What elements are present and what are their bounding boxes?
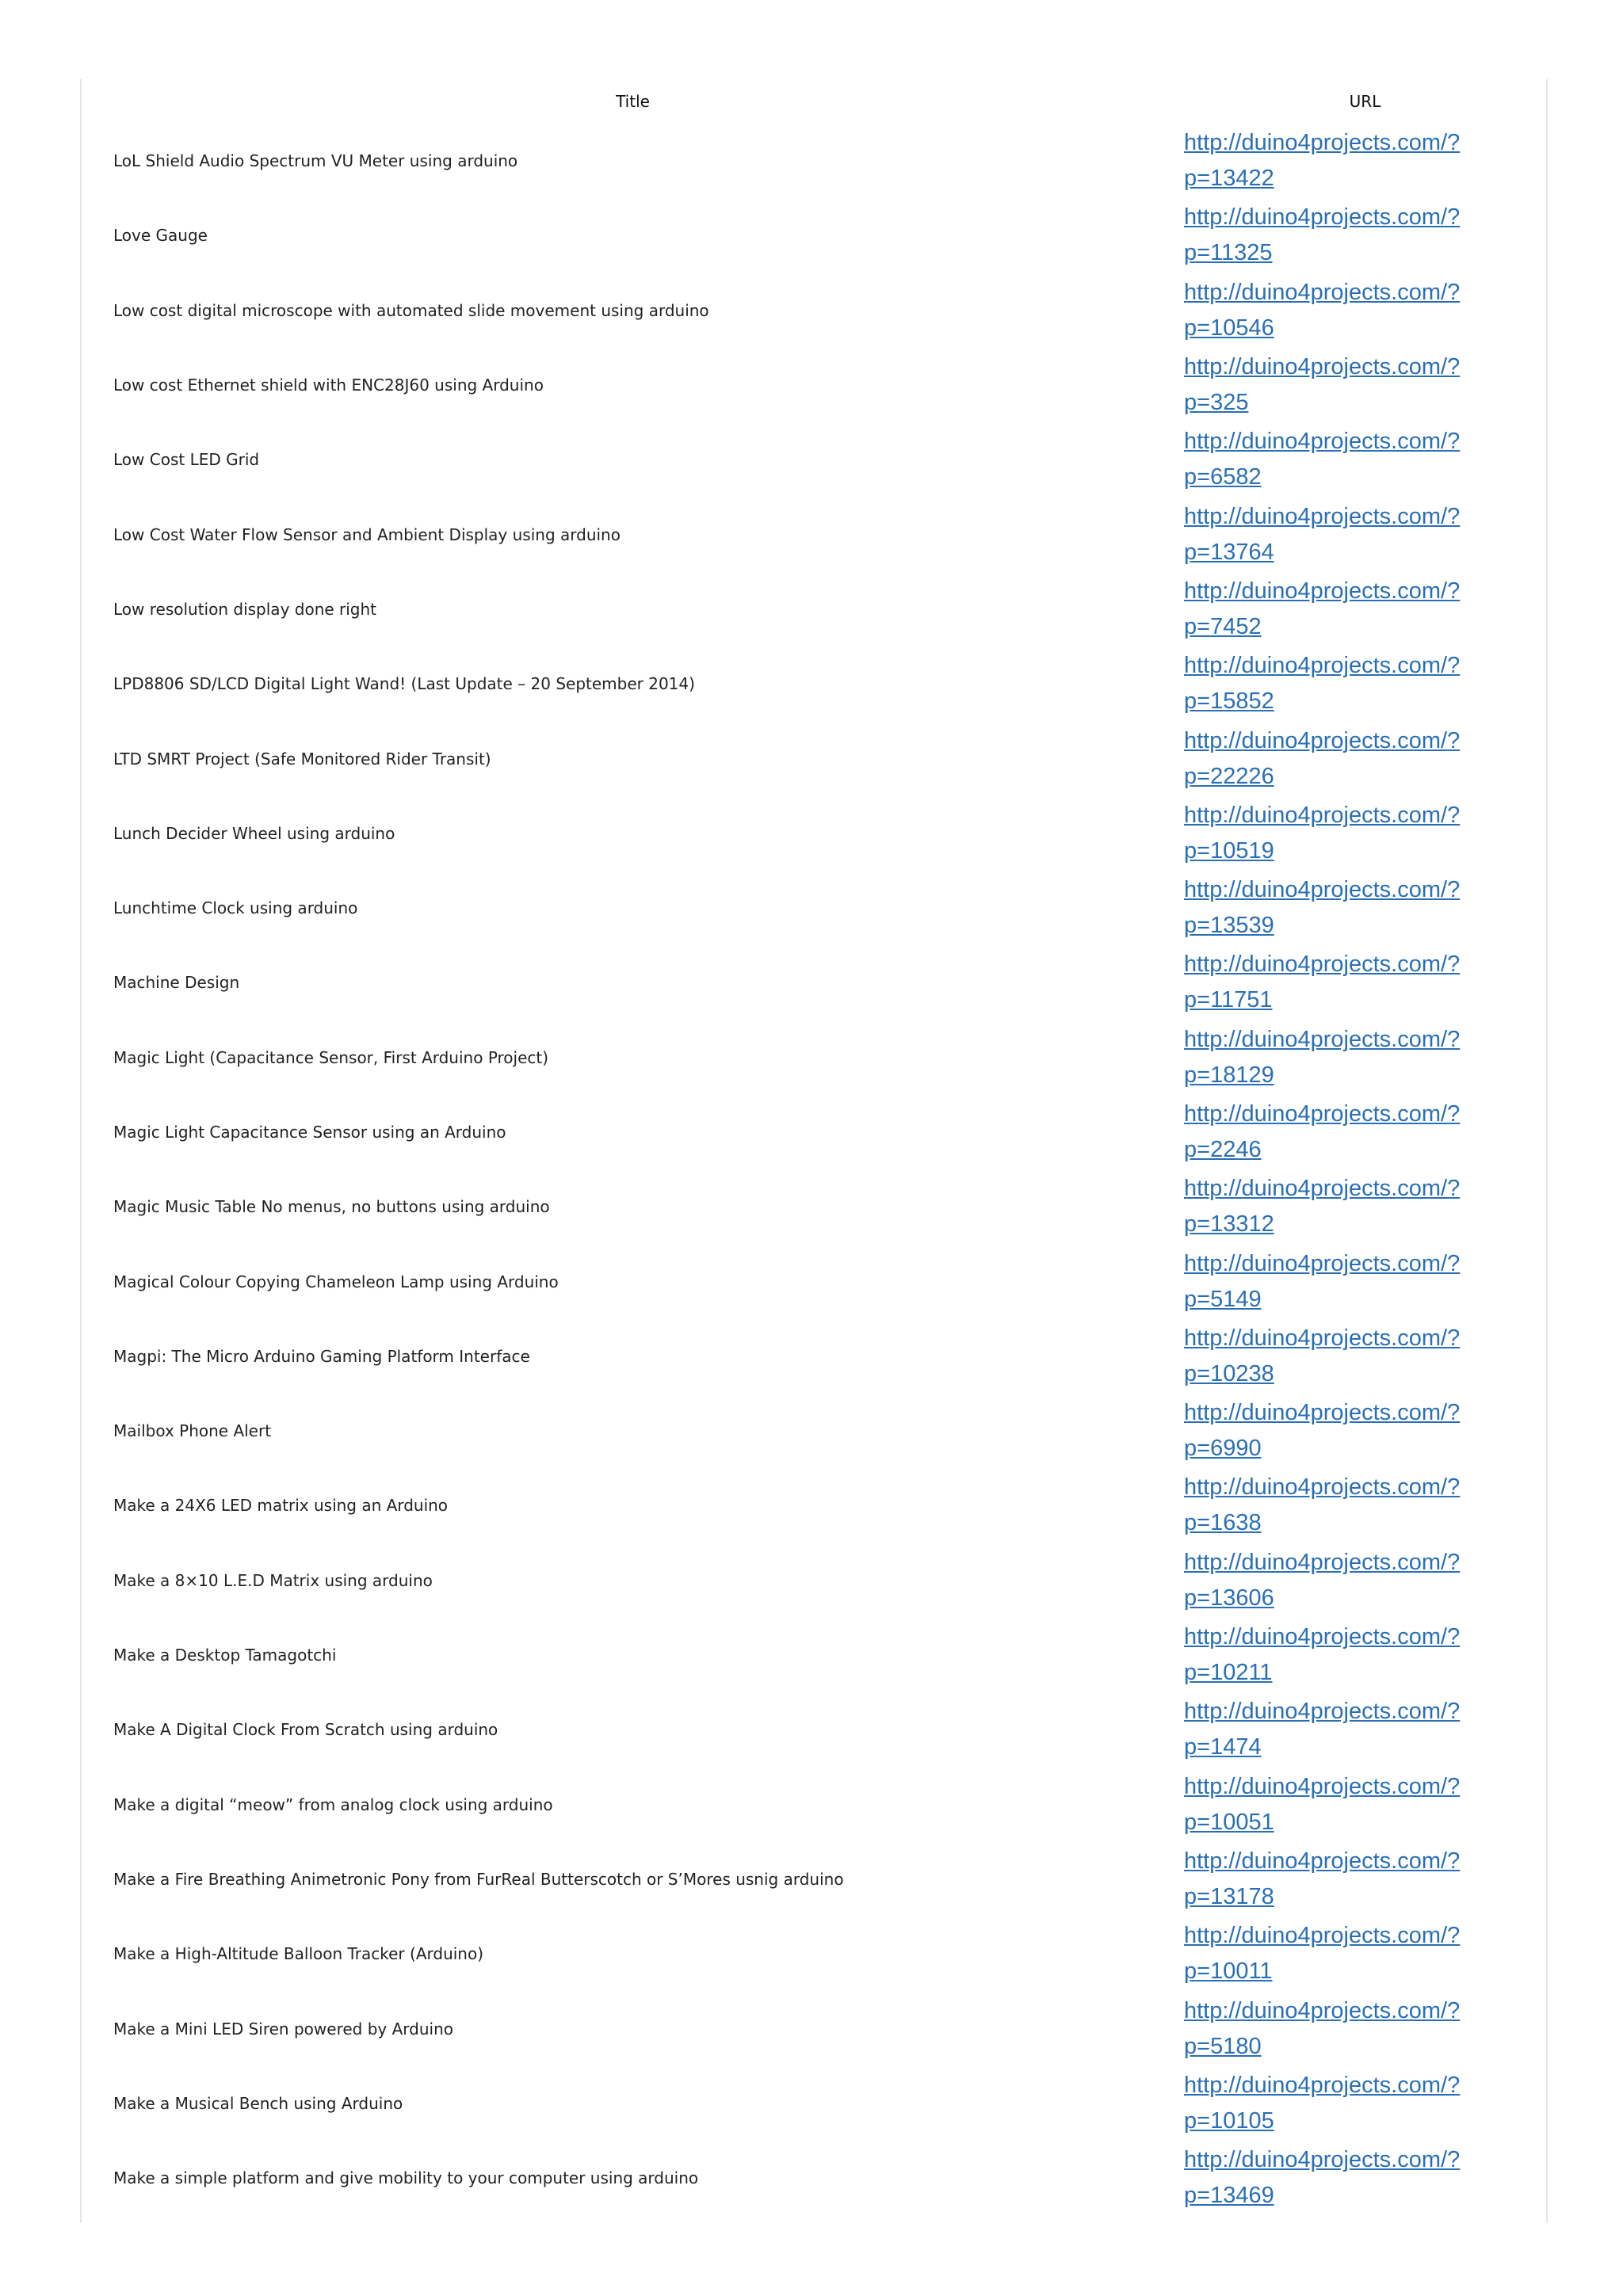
table-row <box>82 2141 1546 2215</box>
table-row <box>82 1692 1546 1767</box>
project-title: Machine Design <box>113 973 240 993</box>
project-link[interactable]: http://duino4projects.com/?p=13606 <box>1184 1549 1461 1611</box>
project-link[interactable]: http://duino4projects.com/?p=2246 <box>1184 1101 1461 1162</box>
url-cell <box>1184 1319 1546 1394</box>
table-row <box>82 945 1546 1020</box>
url-cell <box>1184 572 1546 646</box>
url-cell <box>1184 1618 1546 1692</box>
project-title: Make a Fire Breathing Animetronic Pony from FurReal Butterscotch or S’Mores usnig arduino <box>113 1869 844 1889</box>
project-title: Make a Musical Bench using Arduino <box>113 2093 403 2113</box>
url-cell <box>1184 1543 1546 1618</box>
project-title: Make a Desktop Tamagotchi <box>113 1646 337 1665</box>
url-cell <box>1184 1394 1546 1468</box>
project-link[interactable]: http://duino4projects.com/?p=13312 <box>1184 1176 1461 1238</box>
table-row <box>82 871 1546 945</box>
table-row <box>82 1169 1546 1244</box>
url-cell <box>1184 1244 1546 1318</box>
project-title: Lunch Decider Wheel using arduino <box>113 823 395 843</box>
table-row <box>82 796 1546 871</box>
project-link[interactable]: http://duino4projects.com/?p=10238 <box>1184 1325 1461 1386</box>
table-row <box>82 1543 1546 1618</box>
url-cell <box>1184 2066 1546 2141</box>
url-cell <box>1184 497 1546 571</box>
url-cell <box>1184 422 1546 497</box>
project-title: Low resolution display done right <box>113 599 377 619</box>
project-title: LoL Shield Audio Spectrum VU Meter using arduino <box>113 151 518 171</box>
table-row <box>82 1095 1546 1169</box>
project-link[interactable]: http://duino4projects.com/?p=325 <box>1184 354 1461 416</box>
project-link[interactable]: http://duino4projects.com/?p=10051 <box>1184 1773 1461 1835</box>
url-cell <box>1184 1095 1546 1169</box>
table-row <box>82 497 1546 571</box>
page-frame <box>80 79 1548 2223</box>
project-title: Love Gauge <box>113 226 208 246</box>
url-cell <box>1184 1692 1546 1767</box>
url-cell <box>1184 124 1546 198</box>
table-row <box>82 273 1546 348</box>
table-row <box>82 422 1546 497</box>
url-cell <box>1184 646 1546 721</box>
title-column-header: Title <box>616 92 650 111</box>
url-cell <box>1184 198 1546 273</box>
project-link[interactable]: http://duino4projects.com/?p=10519 <box>1184 802 1461 864</box>
project-link[interactable]: http://duino4projects.com/?p=13422 <box>1184 130 1461 192</box>
table-row <box>82 1319 1546 1394</box>
url-cell <box>1184 1768 1546 1842</box>
project-title: LTD SMRT Project (Safe Monitored Rider Transit) <box>113 749 491 769</box>
project-title: Make a simple platform and give mobility to your computer using arduino <box>113 2168 699 2188</box>
table-row <box>82 1842 1546 1917</box>
url-column-header: URL <box>1349 92 1381 111</box>
project-title: Make a 8×10 L.E.D Matrix using arduino <box>113 1570 433 1590</box>
project-link[interactable]: http://duino4projects.com/?p=13764 <box>1184 503 1461 565</box>
project-link[interactable]: http://duino4projects.com/?p=5180 <box>1184 1997 1461 2059</box>
url-cell <box>1184 1991 1546 2065</box>
url-cell <box>1184 871 1546 945</box>
project-link[interactable]: http://duino4projects.com/?p=1638 <box>1184 1474 1461 1536</box>
table-row <box>82 1468 1546 1543</box>
projects-table <box>82 79 1546 2215</box>
table-row <box>82 198 1546 273</box>
url-cell <box>1184 1169 1546 1244</box>
url-cell <box>1184 348 1546 422</box>
project-title: Lunchtime Clock using arduino <box>113 898 358 918</box>
project-link[interactable]: http://duino4projects.com/?p=11751 <box>1184 952 1461 1013</box>
table-row <box>82 1618 1546 1692</box>
project-title: Low Cost LED Grid <box>113 450 260 470</box>
table-row <box>82 1768 1546 1842</box>
project-link[interactable]: http://duino4projects.com/?p=22226 <box>1184 727 1461 789</box>
project-title: Make a High-Altitude Balloon Tracker (Arduino) <box>113 1944 484 1964</box>
project-title: Low Cost Water Flow Sensor and Ambient Display using arduino <box>113 524 621 544</box>
table-row <box>82 1917 1546 1991</box>
url-cell <box>1184 273 1546 348</box>
url-cell <box>1184 2141 1546 2215</box>
table-row <box>82 2066 1546 2141</box>
project-link[interactable]: http://duino4projects.com/?p=7452 <box>1184 578 1461 639</box>
table-row <box>82 124 1546 198</box>
project-title: Make a digital “meow” from analog clock using arduino <box>113 1794 553 1814</box>
url-cell <box>1184 721 1546 795</box>
project-link[interactable]: http://duino4projects.com/?p=6990 <box>1184 1400 1461 1462</box>
project-title: Make A Digital Clock From Scratch using arduino <box>113 1720 498 1740</box>
project-title: Magpi: The Micro Arduino Gaming Platform Interface <box>113 1346 530 1366</box>
table-row <box>82 646 1546 721</box>
project-link[interactable]: http://duino4projects.com/?p=13539 <box>1184 877 1461 939</box>
project-link[interactable]: http://duino4projects.com/?p=1474 <box>1184 1699 1461 1760</box>
table-body <box>82 124 1546 2215</box>
project-title: Low cost Ethernet shield with ENC28J60 using Arduino <box>113 376 544 395</box>
project-title: Magic Music Table No menus, no buttons using arduino <box>113 1197 550 1217</box>
project-link[interactable]: http://duino4projects.com/?p=10546 <box>1184 279 1461 341</box>
table-row <box>82 1394 1546 1468</box>
project-link[interactable]: http://duino4projects.com/?p=6582 <box>1184 429 1461 490</box>
table-row <box>82 1244 1546 1318</box>
project-link[interactable]: http://duino4projects.com/?p=15852 <box>1184 653 1461 715</box>
url-cell <box>1184 1468 1546 1543</box>
project-title: LPD8806 SD/LCD Digital Light Wand! (Last Update – 20 September 2014) <box>113 674 695 694</box>
table-row <box>82 572 1546 646</box>
project-link[interactable]: http://duino4projects.com/?p=10011 <box>1184 1923 1461 1985</box>
header-row <box>82 79 1546 124</box>
table-row <box>82 1991 1546 2065</box>
url-cell <box>1184 1917 1546 1991</box>
project-link[interactable]: http://duino4projects.com/?p=18129 <box>1184 1026 1461 1088</box>
table-row <box>82 721 1546 795</box>
url-cell <box>1184 1020 1546 1095</box>
project-title: Magic Light (Capacitance Sensor, First Arduino Project) <box>113 1047 549 1067</box>
project-link[interactable]: http://duino4projects.com/?p=13178 <box>1184 1848 1461 1909</box>
table-row <box>82 1020 1546 1095</box>
url-cell <box>1184 1842 1546 1917</box>
url-cell <box>1184 945 1546 1020</box>
project-link[interactable]: http://duino4projects.com/?p=11325 <box>1184 204 1461 266</box>
url-cell <box>1184 796 1546 871</box>
project-title: Mailbox Phone Alert <box>113 1421 272 1441</box>
table-row <box>82 348 1546 422</box>
project-link[interactable]: http://duino4projects.com/?p=10211 <box>1184 1624 1461 1686</box>
project-title: Low cost digital microscope with automated slide movement using arduino <box>113 300 709 320</box>
project-title: Make a 24X6 LED matrix using an Arduino <box>113 1496 449 1516</box>
project-title: Make a Mini LED Siren powered by Arduino <box>113 2019 453 2039</box>
project-title: Magic Light Capacitance Sensor using an Arduino <box>113 1123 506 1142</box>
project-link[interactable]: http://duino4projects.com/?p=5149 <box>1184 1250 1461 1312</box>
project-link[interactable]: http://duino4projects.com/?p=10105 <box>1184 2072 1461 2134</box>
project-link[interactable]: http://duino4projects.com/?p=13469 <box>1184 2147 1461 2209</box>
project-title: Magical Colour Copying Chameleon Lamp using Arduino <box>113 1272 559 1291</box>
